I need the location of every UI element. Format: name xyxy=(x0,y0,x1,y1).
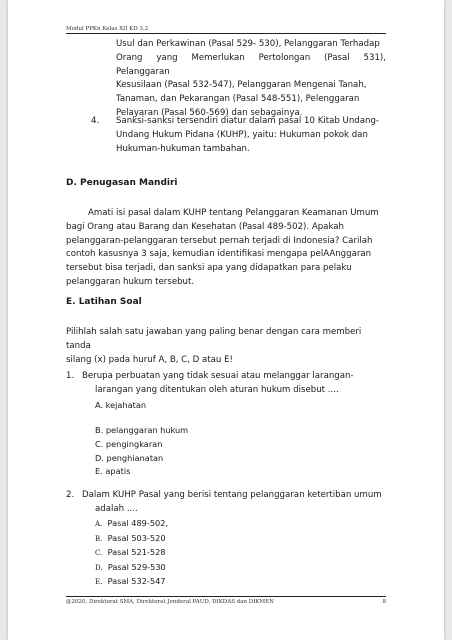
text-line: bagi Orang atau Barang dan Kesehatan (Pasal 489-502). Apakah xyxy=(66,221,344,232)
answer-option-b xyxy=(95,532,415,547)
text-line: Undang Hukum Pidana (KUHP), yaitu: Hukuman pokok dan xyxy=(116,129,368,140)
answer-option-c xyxy=(95,546,415,561)
option-letter: A. xyxy=(95,520,103,528)
text-line: pelanggaran-pelanggaran tersebut pernah terjadi di Indonesia? Carilah xyxy=(66,235,373,246)
answer-option-d xyxy=(95,561,415,576)
text-line: Dalam KUHP Pasal yang berisi tentang pelanggaran ketertiban umum xyxy=(82,490,382,500)
footer-copyright: @2020, Direktorat SMA, Direktorat Jenderal PAUD, DIKDAS dan DIKMEN xyxy=(66,599,274,605)
page-header: Modul PPKn Kelas XII KD 3.2 xyxy=(66,26,149,32)
question-1-number: 1. xyxy=(66,371,75,381)
question-2-number: 2. xyxy=(66,490,75,500)
option-letter: C. xyxy=(95,549,103,558)
text-line: silang (x) pada huruf A, B, C, D atau E! xyxy=(66,354,233,365)
answer-option-b: B. pelanggaran hukum xyxy=(95,425,189,435)
answer-option-d: D. penghianatan xyxy=(95,452,164,463)
text-line: Tanaman, dan Pekarangan (Pasal 548-551), Pelenggaran xyxy=(116,94,360,105)
option-text: Pasal 503-520 xyxy=(107,532,166,543)
question-1-option-a: A. kejahatan xyxy=(95,400,147,410)
continuation-paragraph xyxy=(116,38,386,121)
answer-option-a xyxy=(95,517,415,532)
text-line: Sanksi-sanksi tersendiri diatur dalam pasal 10 Kitab Undang- xyxy=(116,116,379,126)
section-d-title: D. Penugasan Mandiri xyxy=(66,178,178,188)
header-divider xyxy=(66,33,386,34)
section-e-title: E. Latihan Soal xyxy=(66,297,142,307)
option-text: Pasal 489-502, xyxy=(107,518,169,528)
page-number: 8 xyxy=(382,599,386,605)
text-line: Usul dan Perkawinan (Pasal 529- 530), Pelanggaran Terhadap xyxy=(116,39,380,49)
document-page xyxy=(8,0,444,640)
text-line: Kesusilaan (Pasal 532-547), Pelanggaran Mengenai Tanah, xyxy=(116,80,367,91)
question-2-options xyxy=(95,517,415,590)
option-letter: B. xyxy=(95,534,103,543)
option-letter: D. xyxy=(95,563,103,572)
text-line: pelanggaran hukum tersebut. xyxy=(66,276,195,287)
section-d-paragraph xyxy=(66,207,386,290)
footer-divider xyxy=(66,596,386,597)
text-line: Orang yang Memerlukan Pertolongan (Pasal 531), Pelanggaran xyxy=(116,52,386,77)
question-2 xyxy=(82,489,382,517)
answer-option-c: C. pengingkaran xyxy=(95,438,163,449)
option-text: Pasal 529-530 xyxy=(107,561,166,572)
text-line: larangan yang ditentukan oleh aturan hukum disebut .... xyxy=(95,384,339,395)
text-line: adalah .... xyxy=(95,503,138,514)
option-letter: E. xyxy=(95,578,103,587)
text-line: contoh kasusnya 3 saja, kemudian identifikasi mengapa pelAAnggaran xyxy=(66,249,372,260)
list-item-4 xyxy=(116,115,386,156)
text-line: tersebut bisa terjadi, dan sanksi apa yang didapatkan para pelaku xyxy=(66,263,352,274)
answer-option-e xyxy=(95,575,415,590)
text-line: Pilihlah salah satu jawaban yang paling benar dengan cara memberi tanda xyxy=(66,327,362,351)
answer-option-e: E. apatis xyxy=(95,466,131,477)
text-line: Hukuman-hukuman tambahan. xyxy=(116,143,250,154)
question-1-options xyxy=(95,424,415,479)
question-1 xyxy=(82,370,382,398)
option-text: Pasal 521-528 xyxy=(107,547,166,558)
list-number: 4. xyxy=(91,116,100,126)
section-e-instruction xyxy=(66,326,386,367)
text-line: Pelayaran (Pasal 560-569) dan sebagainya. xyxy=(116,107,303,118)
text-line: Amati isi pasal dalam KUHP tentang Pelanggaran Keamanan Umum xyxy=(88,208,379,218)
text-line: Berupa perbuatan yang tidak sesuai atau melanggar larangan- xyxy=(82,371,354,381)
option-text: Pasal 532-547 xyxy=(107,576,166,587)
